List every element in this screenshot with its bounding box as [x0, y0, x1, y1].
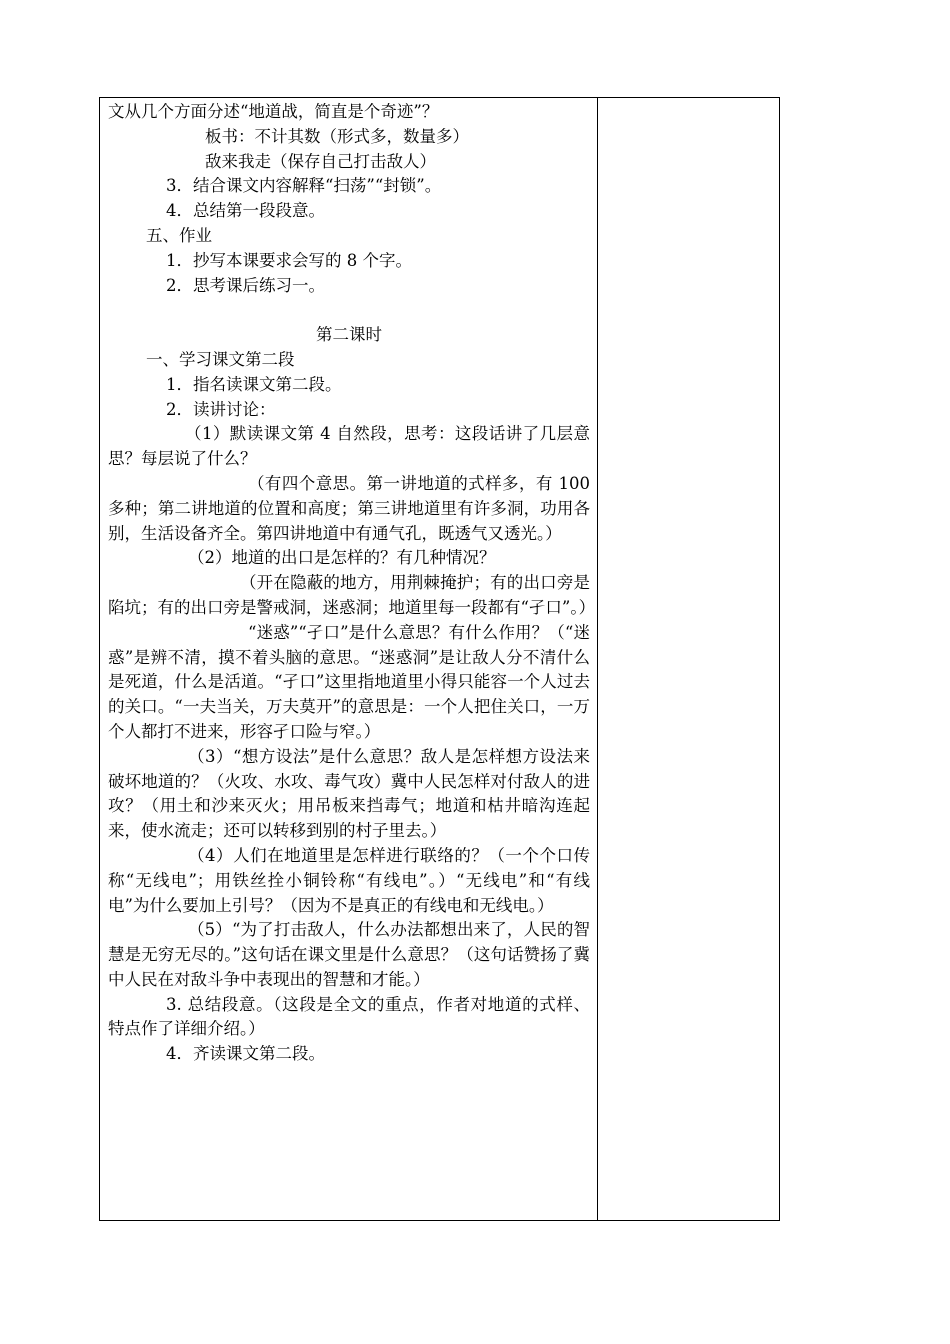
lesson-plan-table: [99, 97, 780, 1221]
notes-cell: [598, 98, 779, 1220]
lesson-content-cell: [108, 100, 596, 1067]
text-line: 1．指名读课文第二段。: [166, 374, 342, 394]
blank-line: [108, 298, 590, 323]
text-line: 文从几个方面分述“地道战，简直是个奇迹”？: [108, 102, 439, 121]
discussion-paragraph: （5）“为了打击敌人，什么办法都想出来了，人民的智慧是无穷无尽的。”这句话在课文里是什么意思？（这句话赞扬了冀中人民在对敌斗争中表现出的智慧和才能。）: [108, 920, 590, 989]
discussion-paragraph: “迷惑”“孑口”是什么意思？有什么作用？（“迷惑”是辨不清，摸不着头脑的意思。“迷惑洞”是让敌人分不清什么是死道，什么是活道。“孑口”这里指地道里小得只能容一个人过去的关口。“一夫当关，万夫莫开”的意思是：一个人把住关口，一万个人都打不进来，形容孑口险与窄。）: [108, 622, 590, 741]
text-line: 3．结合课文内容解释“扫荡”“封锁”。: [166, 176, 442, 196]
discussion-paragraph: （1）默读课文第 4 自然段，思考：这段话讲了几层意思？每层说了什么？: [108, 424, 590, 469]
board-note-line: 敌来我走（保存自己打击敌人）: [205, 151, 436, 171]
section-heading: 一、学习课文第二段: [146, 349, 295, 369]
text-line: 4．齐读课文第二段。: [166, 1044, 325, 1064]
answer-paragraph: （开在隐蔽的地方，用荆棘掩护；有的出口旁是陷坑；有的出口旁是警戒洞，迷惑洞；地道里每一段都有“孑口”。）: [108, 573, 596, 617]
text-line: 1．抄写本课要求会写的 8 个字。: [166, 250, 412, 270]
summary-paragraph: 3. 总结段意。（这段是全文的重点，作者对地道的式样、特点作了详细介绍。）: [108, 994, 590, 1039]
discussion-paragraph: （3）“想方设法”是什么意思？敌人是怎样想方设法来破坏地道的？（火攻、水攻、毒气攻）冀中人民怎样对付敌人的进攻？（用土和沙来灭火；用吊板来挡毒气；地道和枯井暗沟连起来，使水流走；还可以转移到别的村子里去。）: [108, 746, 590, 841]
text-line: 2．读讲讨论：: [166, 399, 276, 419]
board-note-line: 板书：不计其数（形式多，数量多）: [205, 126, 469, 146]
lesson-period-title: 第二课时: [316, 325, 382, 345]
text-line: 4．总结第一段段意。: [166, 201, 325, 221]
answer-paragraph: （有四个意思。第一讲地道的式样多，有 100 多种；第二讲地道的位置和高度；第三讲地道里有许多洞，功用各别，生活设备齐全。第四讲地道中有通气孔，既透气又透光。）: [108, 473, 590, 543]
discussion-paragraph: （2）地道的出口是怎样的？有几种情况？: [188, 548, 496, 568]
text-line: 2．思考课后练习一。: [166, 275, 325, 295]
section-heading: 五、作业: [146, 225, 212, 245]
discussion-paragraph: （4）人们在地道里是怎样进行联络的？（一个个口传称“无线电”；用铁丝拴小铜铃称“有线电”。）“无线电”和“有线电”为什么要加上引号？（因为不是真正的有线电和无线电。）: [108, 845, 590, 915]
